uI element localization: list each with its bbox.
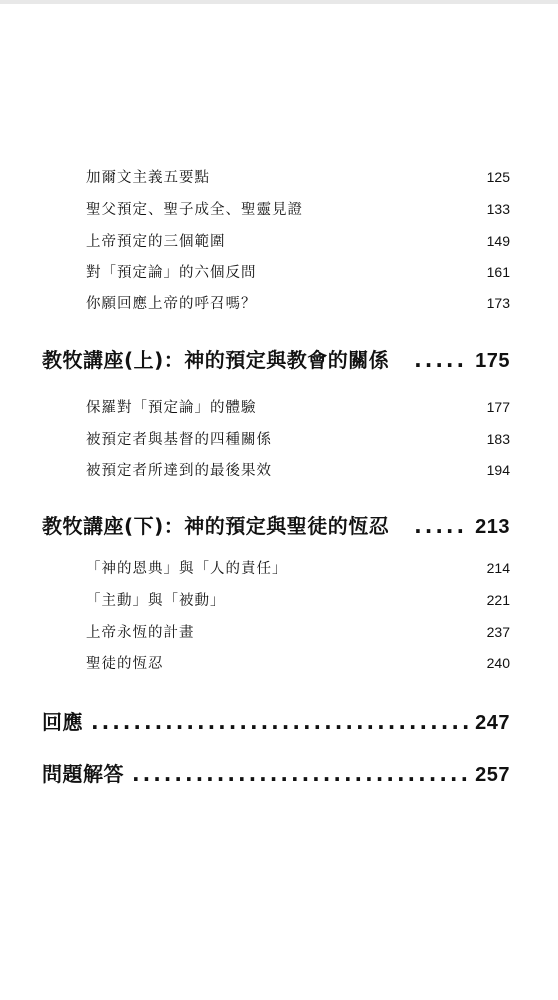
toc-section-entry bbox=[42, 344, 510, 373]
toc-entry bbox=[86, 198, 510, 219]
toc-leader-dots bbox=[132, 762, 469, 786]
toc-entry-title: 「神的恩典」與「人的責任」 bbox=[86, 561, 288, 577]
toc-leader-dots bbox=[91, 710, 469, 734]
toc-entry bbox=[86, 589, 510, 610]
toc-section-entry bbox=[42, 510, 510, 539]
toc-section-title: 教牧講座(上)：神的預定與教會的關係 bbox=[42, 348, 390, 372]
toc-section-entry bbox=[42, 706, 510, 735]
toc-entry-title: 被預定者與基督的四種關係 bbox=[86, 432, 272, 448]
toc-entry bbox=[86, 396, 510, 417]
toc-entry-title: 被預定者所達到的最後果效 bbox=[86, 463, 272, 479]
toc-section-page: 213 bbox=[475, 516, 510, 538]
toc-entry-title: 上帝永恆的計畫 bbox=[86, 625, 195, 641]
toc-entry-title: 加爾文主義五要點 bbox=[86, 170, 210, 186]
toc-section-title: 回應 bbox=[42, 710, 83, 734]
toc-entry bbox=[86, 230, 510, 251]
toc-entry-title: 聖父預定、聖子成全、聖靈見證 bbox=[86, 202, 303, 218]
toc-section-page: 257 bbox=[475, 764, 510, 786]
toc-entry-title: 對「預定論」的六個反問 bbox=[86, 265, 257, 281]
toc-entry-page: 194 bbox=[486, 462, 510, 478]
toc-entry-page: 240 bbox=[486, 655, 510, 671]
toc-leader-dots: ..... bbox=[414, 514, 468, 538]
toc-leader-dots: ..... bbox=[414, 348, 468, 372]
toc-section-page: 247 bbox=[475, 712, 510, 734]
toc-entry bbox=[86, 652, 510, 673]
toc-entry-page: 125 bbox=[486, 169, 510, 185]
toc-section-entry bbox=[42, 758, 510, 787]
toc-entry-page: 177 bbox=[486, 399, 510, 415]
toc-entry-page: 133 bbox=[486, 201, 510, 217]
toc-entry-title: 保羅對「預定論」的體驗 bbox=[86, 400, 257, 416]
toc-entry bbox=[86, 557, 510, 578]
toc-entry-page: 237 bbox=[486, 624, 510, 640]
toc-entry-page: 173 bbox=[486, 295, 510, 311]
toc-entry bbox=[86, 621, 510, 642]
toc-entry-page: 183 bbox=[486, 431, 510, 447]
toc-entry-title: 你願回應上帝的呼召嗎？ bbox=[86, 296, 257, 312]
toc-entry-page: 161 bbox=[486, 264, 510, 280]
toc-entry bbox=[86, 459, 510, 480]
top-edge-rule bbox=[0, 0, 558, 4]
toc-section-page: 175 bbox=[475, 350, 510, 372]
toc-entry-title: 「主動」與「被動」 bbox=[86, 593, 226, 609]
toc-entry-page: 149 bbox=[486, 233, 510, 249]
toc-entry-title: 聖徒的恆忍 bbox=[86, 656, 164, 672]
toc-entry bbox=[86, 166, 510, 187]
toc-section-title: 教牧講座(下)：神的預定與聖徒的恆忍 bbox=[42, 514, 390, 538]
toc-entry-page: 221 bbox=[486, 592, 510, 608]
toc-entry-title: 上帝預定的三個範圍 bbox=[86, 234, 226, 250]
toc-entry-page: 214 bbox=[486, 560, 510, 576]
toc-section-title: 問題解答 bbox=[42, 762, 124, 786]
toc-entry bbox=[86, 292, 510, 313]
toc-entry bbox=[86, 428, 510, 449]
toc-entry bbox=[86, 261, 510, 282]
